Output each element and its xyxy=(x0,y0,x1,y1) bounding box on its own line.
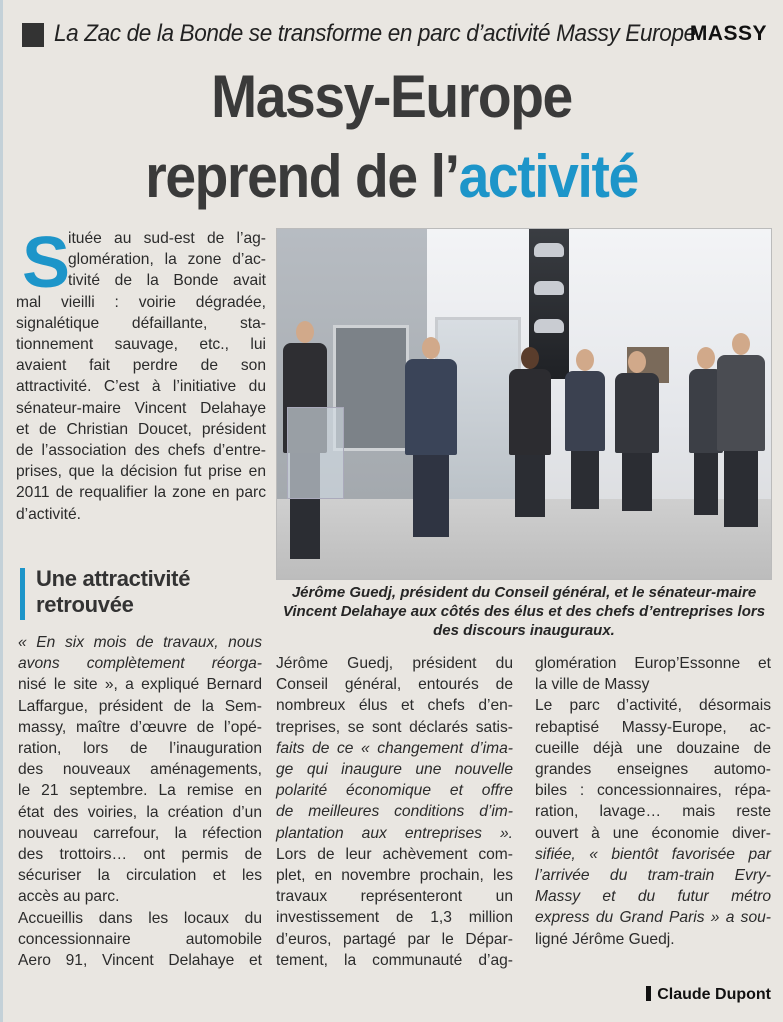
body-line: treprises, se sont déclarés satis- xyxy=(276,718,513,736)
body-line: concessionnaire automobile xyxy=(18,930,262,948)
body-line: plantation aux entreprises ». xyxy=(276,824,513,842)
byline-bar xyxy=(646,986,651,1001)
lead-line: ituée au sud-est de l’ag- xyxy=(68,230,266,247)
body-line: d’euros, partagé par le Dépar- xyxy=(276,930,513,948)
headline-prefix: reprend de l’ xyxy=(145,143,459,210)
body-line: « En six mois de travaux, nous xyxy=(18,634,262,651)
lead-line: glomération, la zone d’ac- xyxy=(68,251,266,269)
body-line: état des voiries, la création d’un xyxy=(18,803,262,821)
photo-door xyxy=(333,325,409,451)
body-line: ration, lors de l’inauguration xyxy=(18,740,262,758)
headline-accent: activité xyxy=(458,143,638,210)
body-line: Lors de leur achèvement com- xyxy=(276,845,513,863)
subhead xyxy=(36,566,190,618)
lead-line: attractivité. C’est à l’initiative du xyxy=(16,378,266,396)
body-line: l’arrivée du tram-train Evry- xyxy=(535,867,771,885)
body-line: grandes enseignes automo- xyxy=(535,761,771,779)
body-line: sécuriser la circulation et les xyxy=(18,867,262,885)
person-figure xyxy=(509,347,551,517)
lead-line: et de Christian Doucet, président xyxy=(16,420,266,438)
body-line: le 21 septembre. La remise en xyxy=(18,782,262,800)
body-line: des nouveaux aménagements, xyxy=(18,761,262,779)
body-line: tement, la communauté d’ag- xyxy=(276,951,513,969)
body-line: Le parc d’activité, désormais xyxy=(535,697,771,715)
subhead-line-1: Une attractivité xyxy=(36,566,191,591)
body-line: ge qui inaugure une nouvelle xyxy=(276,761,513,779)
body-line: biles : concessionnaires, répa- xyxy=(535,782,771,800)
drop-cap: S xyxy=(21,223,71,303)
body-line: ouvert à une économie diver- xyxy=(535,824,771,842)
body-line: des trottoirs… ont permis de xyxy=(18,846,262,864)
byline-author: Claude Dupont xyxy=(657,986,771,1003)
subhead-line-2: retrouvée xyxy=(36,592,134,617)
body-line: de meilleures conditions d’im- xyxy=(276,803,513,821)
body-line: massy, maître d’œuvre de l’opé- xyxy=(18,718,262,736)
lead-line: d’activité. xyxy=(16,505,82,523)
lead-paragraph xyxy=(16,223,266,525)
car-icon xyxy=(534,281,564,295)
body-line: ration, lavage… mais reste xyxy=(535,803,771,821)
body-line: nombreux élus et chefs d’en- xyxy=(276,697,513,715)
lead-line: de l’association des chefs d’entre- xyxy=(16,442,266,460)
body-line: travaux représenteront un xyxy=(276,888,513,906)
body-line: sifiée, « bientôt favorisée par xyxy=(535,845,771,863)
body-line: express du Grand Paris » a sou- xyxy=(535,909,771,927)
body-line: Massy et du futur métro xyxy=(535,888,771,906)
body-line: investissement de 1,3 million xyxy=(276,909,513,927)
body-line: Accueillis dans les locaux du xyxy=(18,909,262,927)
column-a xyxy=(18,632,262,971)
lead-line: 2011 de requalifier la zone en parc xyxy=(16,484,266,502)
city-label: MASSY xyxy=(689,22,767,45)
car-icon xyxy=(534,243,564,257)
headline-line-2 xyxy=(31,142,751,211)
lead-line: mal vieilli : voirie dégradée, xyxy=(16,293,266,311)
car-icon xyxy=(534,319,564,333)
body-line: faits de ce « changement d’ima- xyxy=(276,739,513,757)
lead-line: avaient fait perdre de son xyxy=(16,357,266,375)
body-line: rebaptisé Massy-Europe, ac- xyxy=(535,718,771,736)
person-figure xyxy=(565,349,605,509)
byline xyxy=(646,986,771,1004)
person-figure xyxy=(405,337,457,537)
lead-line: tionnement sauvage, etc., lui xyxy=(16,336,266,354)
event-photo xyxy=(276,228,772,580)
body-line: Aero 91, Vincent Delahaye et xyxy=(18,952,262,970)
body-line: Jérôme Guedj, président du xyxy=(276,655,513,672)
body-line: cueille déjà une douzaine de xyxy=(535,739,771,757)
person-figure xyxy=(615,351,659,511)
headline-line-1: Massy-Europe xyxy=(211,63,572,130)
lead-line: prises, que la décision fut prise en xyxy=(16,463,266,481)
body-line: nouveau carrefour, la réfection xyxy=(18,824,262,842)
subhead-bar xyxy=(20,568,25,620)
body-line: accès au parc. xyxy=(18,888,120,906)
body-line: Conseil général, entourés de xyxy=(276,676,513,694)
kicker-square-icon xyxy=(22,23,44,47)
body-line: la ville de Massy xyxy=(535,676,650,694)
lead-line: signalétique défaillante, sta- xyxy=(16,314,266,332)
body-line: Laffargue, président de la Sem- xyxy=(18,697,262,715)
body-line: plet, en novembre prochain, les xyxy=(276,867,513,885)
lead-line: sénateur-maire Vincent Delahaye xyxy=(16,399,266,417)
lead-line: tivité de la Bonde avait xyxy=(68,272,266,290)
body-line: nisé le site », a expliqué Bernard xyxy=(18,676,262,694)
person-figure xyxy=(717,333,765,527)
body-line: glomération Europ’Essonne et xyxy=(535,655,771,672)
body-line: avons complètement réorga- xyxy=(18,655,262,673)
lectern xyxy=(287,407,344,499)
body-line: ligné Jérôme Guedj. xyxy=(535,930,675,948)
column-c xyxy=(535,653,771,950)
page-edge xyxy=(0,0,3,1022)
column-b xyxy=(276,653,513,971)
kicker-text: La Zac de la Bonde se transforme en parc d’activité Massy Europe xyxy=(54,20,696,47)
body-line: polarité économique et offre xyxy=(276,782,513,800)
kicker-bar xyxy=(22,18,767,52)
photo-caption: Jérôme Guedj, président du Conseil général, et le sénateur-maire Vincent Delahaye aux côtés des élus et des chefs d’entreprises lors des discours inauguraux. xyxy=(282,584,766,639)
